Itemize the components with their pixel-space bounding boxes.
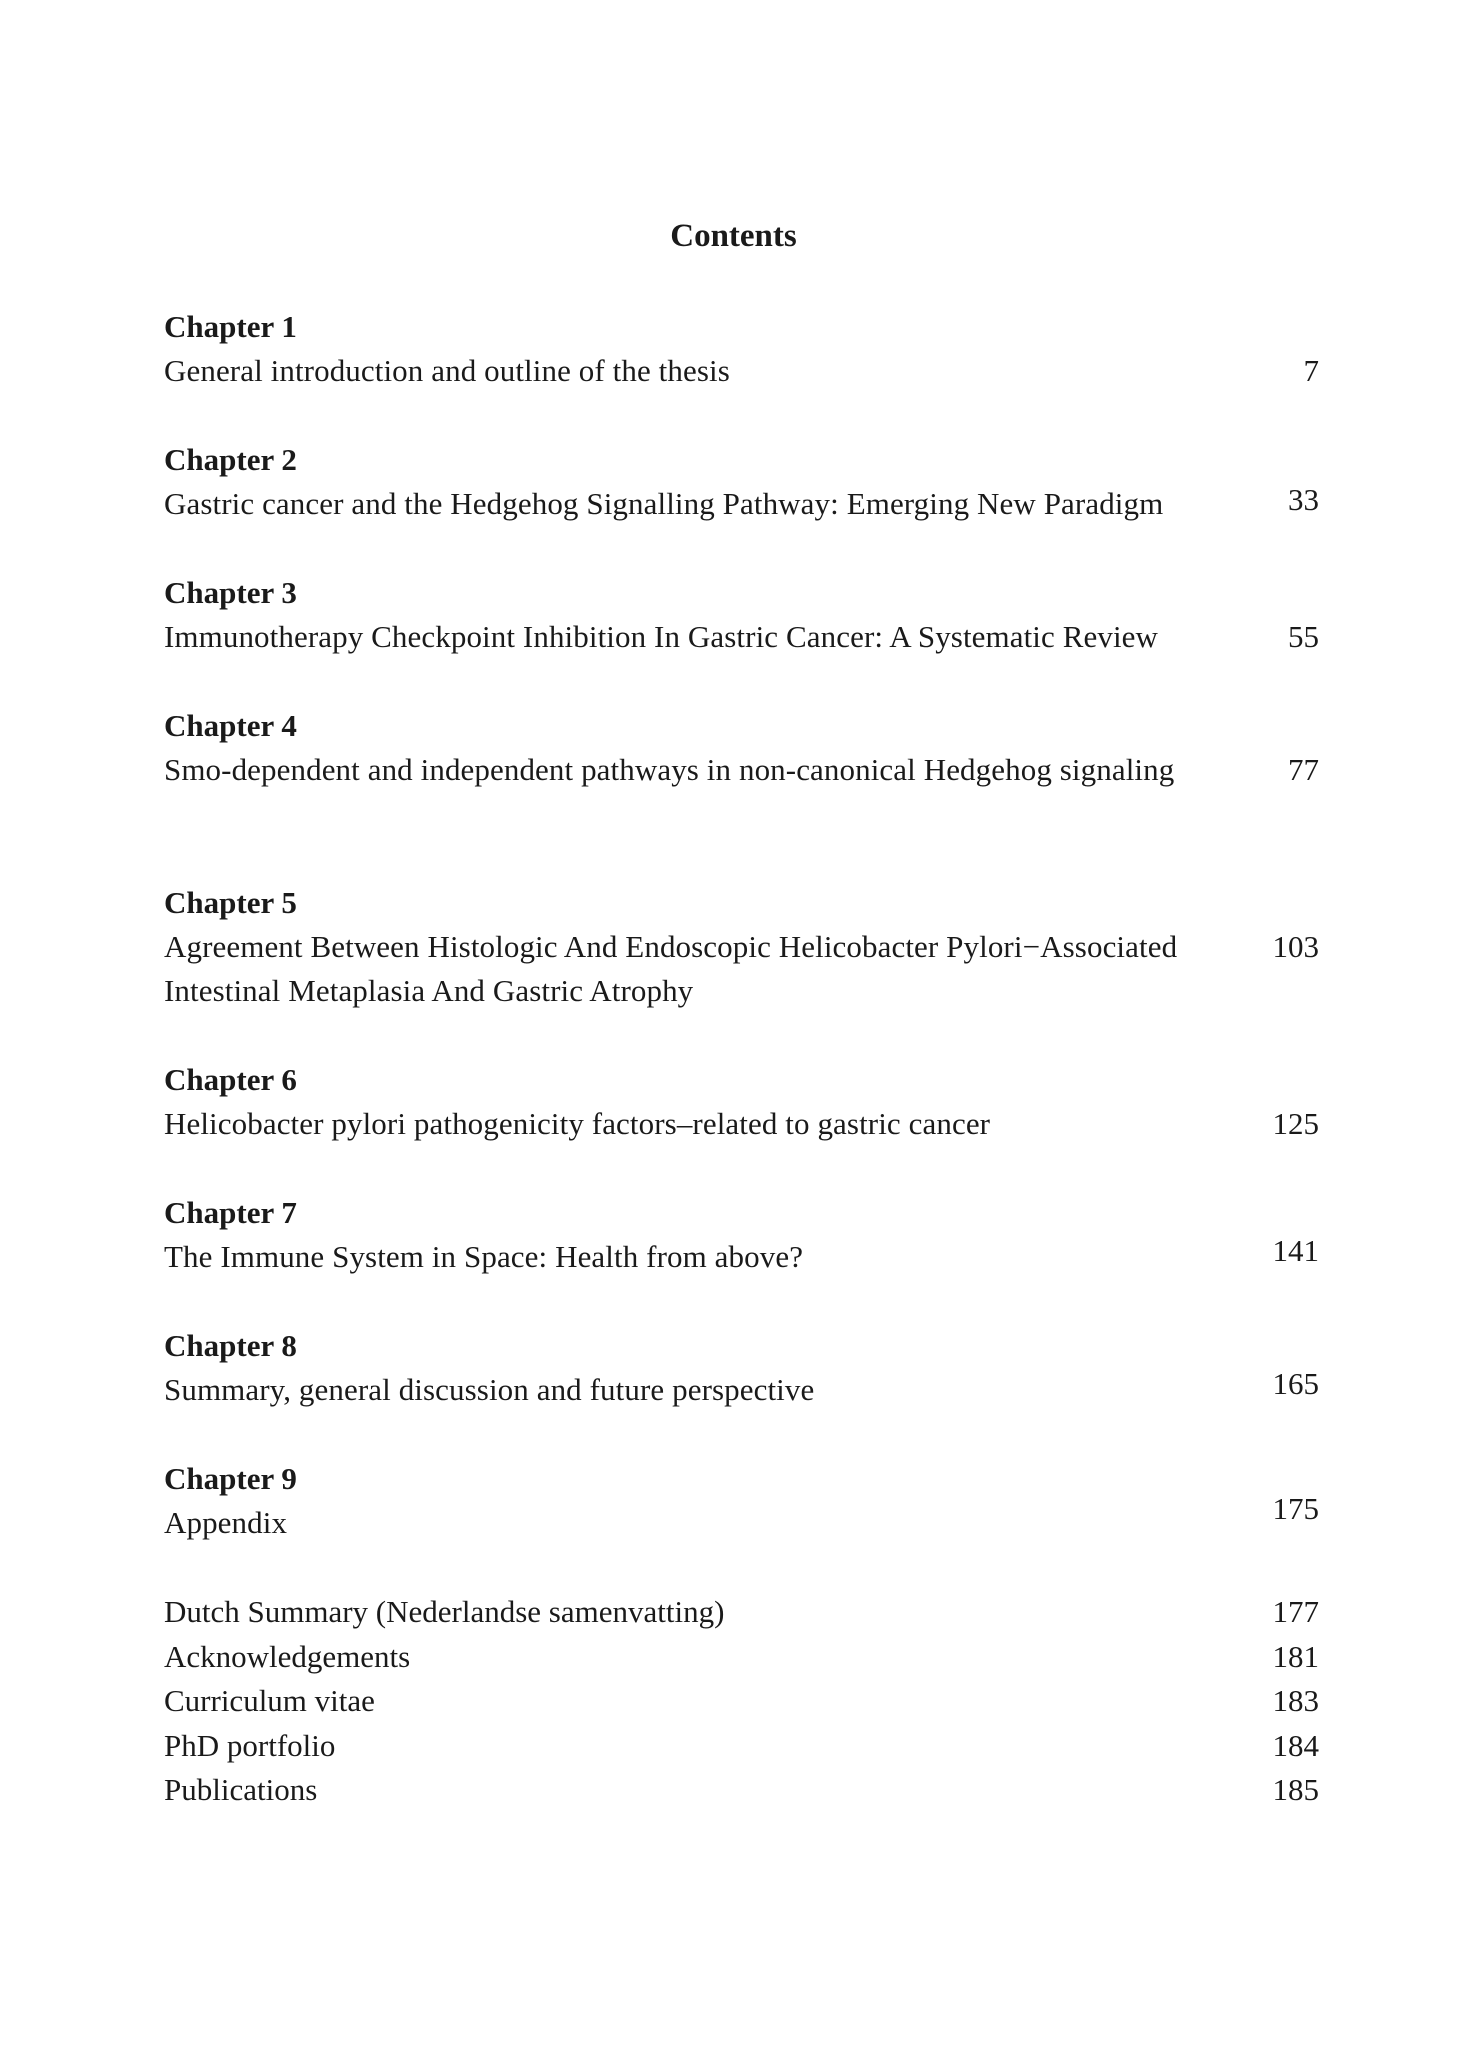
chapter-title: The Immune System in Space: Health from above? [164, 1239, 804, 1274]
entry-title: PhD portfolio [164, 1727, 336, 1763]
page-number: 33 [1288, 482, 1319, 517]
chapter-title-line-1: Agreement Between Histologic And Endoscopic Helicobacter Pylori−Associated [164, 929, 1178, 964]
page-number: 184 [1272, 1727, 1319, 1763]
chapter-title: Smo-dependent and independent pathways in non-canonical Hedgehog signaling [164, 752, 1175, 787]
chapter-label: Chapter 5 [164, 885, 297, 920]
toc-entry-chapter-1[interactable] [164, 305, 1319, 393]
page-number: 77 [1288, 752, 1319, 787]
toc-entry-chapter-9[interactable] [164, 1457, 1319, 1545]
page-number: 103 [1272, 929, 1319, 964]
entry-title: Publications [164, 1772, 318, 1807]
chapter-title: Helicobacter pylori pathogenicity factors–related to gastric cancer [164, 1106, 991, 1141]
page-number: 183 [1272, 1683, 1319, 1718]
entry-title: Dutch Summary (Nederlandse samenvatting) [164, 1594, 725, 1629]
toc-entry-phd-portfolio[interactable] [164, 1724, 1319, 1769]
chapter-title: Appendix [164, 1505, 288, 1540]
toc-entry-curriculum-vitae[interactable] [164, 1679, 1319, 1724]
entry-title: Curriculum vitae [164, 1683, 375, 1718]
chapter-title: Summary, general discussion and future perspective [164, 1372, 815, 1407]
page-number: 175 [1272, 1491, 1319, 1526]
chapter-label: Chapter 4 [164, 708, 297, 743]
page-number: 7 [1303, 353, 1319, 388]
chapter-title: Immunotherapy Checkpoint Inhibition In Gastric Cancer: A Systematic Review [164, 619, 1159, 654]
chapter-label: Chapter 9 [164, 1461, 297, 1496]
chapter-label: Chapter 3 [164, 575, 297, 610]
chapter-label: Chapter 8 [164, 1328, 297, 1363]
chapter-label: Chapter 2 [164, 442, 297, 477]
chapter-title-line-2: Intestinal Metaplasia And Gastric Atrophy [164, 973, 694, 1008]
page-number: 55 [1288, 619, 1319, 654]
chapter-label: Chapter 1 [164, 309, 297, 344]
page-number: 181 [1272, 1638, 1319, 1674]
toc-entry-chapter-8[interactable] [164, 1324, 1319, 1412]
page-number: 177 [1272, 1594, 1319, 1629]
toc-entry-chapter-3[interactable] [164, 571, 1319, 659]
chapter-label: Chapter 6 [164, 1062, 297, 1097]
toc-entry-publications[interactable] [164, 1768, 1319, 1813]
page-number: 125 [1272, 1106, 1319, 1141]
page-number: 165 [1272, 1366, 1319, 1401]
toc-entry-acknowledgements[interactable] [164, 1635, 1319, 1680]
toc-entry-chapter-2[interactable] [164, 438, 1319, 526]
chapter-title: Gastric cancer and the Hedgehog Signalling Pathway: Emerging New Paradigm [164, 486, 1164, 521]
toc-entry-chapter-5[interactable] [164, 881, 1319, 1013]
page-number: 185 [1272, 1772, 1319, 1807]
entry-title: Acknowledgements [164, 1638, 411, 1674]
chapter-title: General introduction and outline of the thesis [164, 353, 730, 388]
back-matter-list [164, 1590, 1319, 1813]
contents-heading: Contents [670, 218, 797, 254]
chapter-label: Chapter 7 [164, 1195, 297, 1230]
page-number: 141 [1272, 1233, 1319, 1268]
toc-entry-chapter-6[interactable] [164, 1058, 1319, 1146]
toc-entry-chapter-7[interactable] [164, 1191, 1319, 1279]
toc-entry-dutch-summary[interactable] [164, 1590, 1319, 1635]
toc-entry-chapter-4[interactable] [164, 704, 1319, 792]
